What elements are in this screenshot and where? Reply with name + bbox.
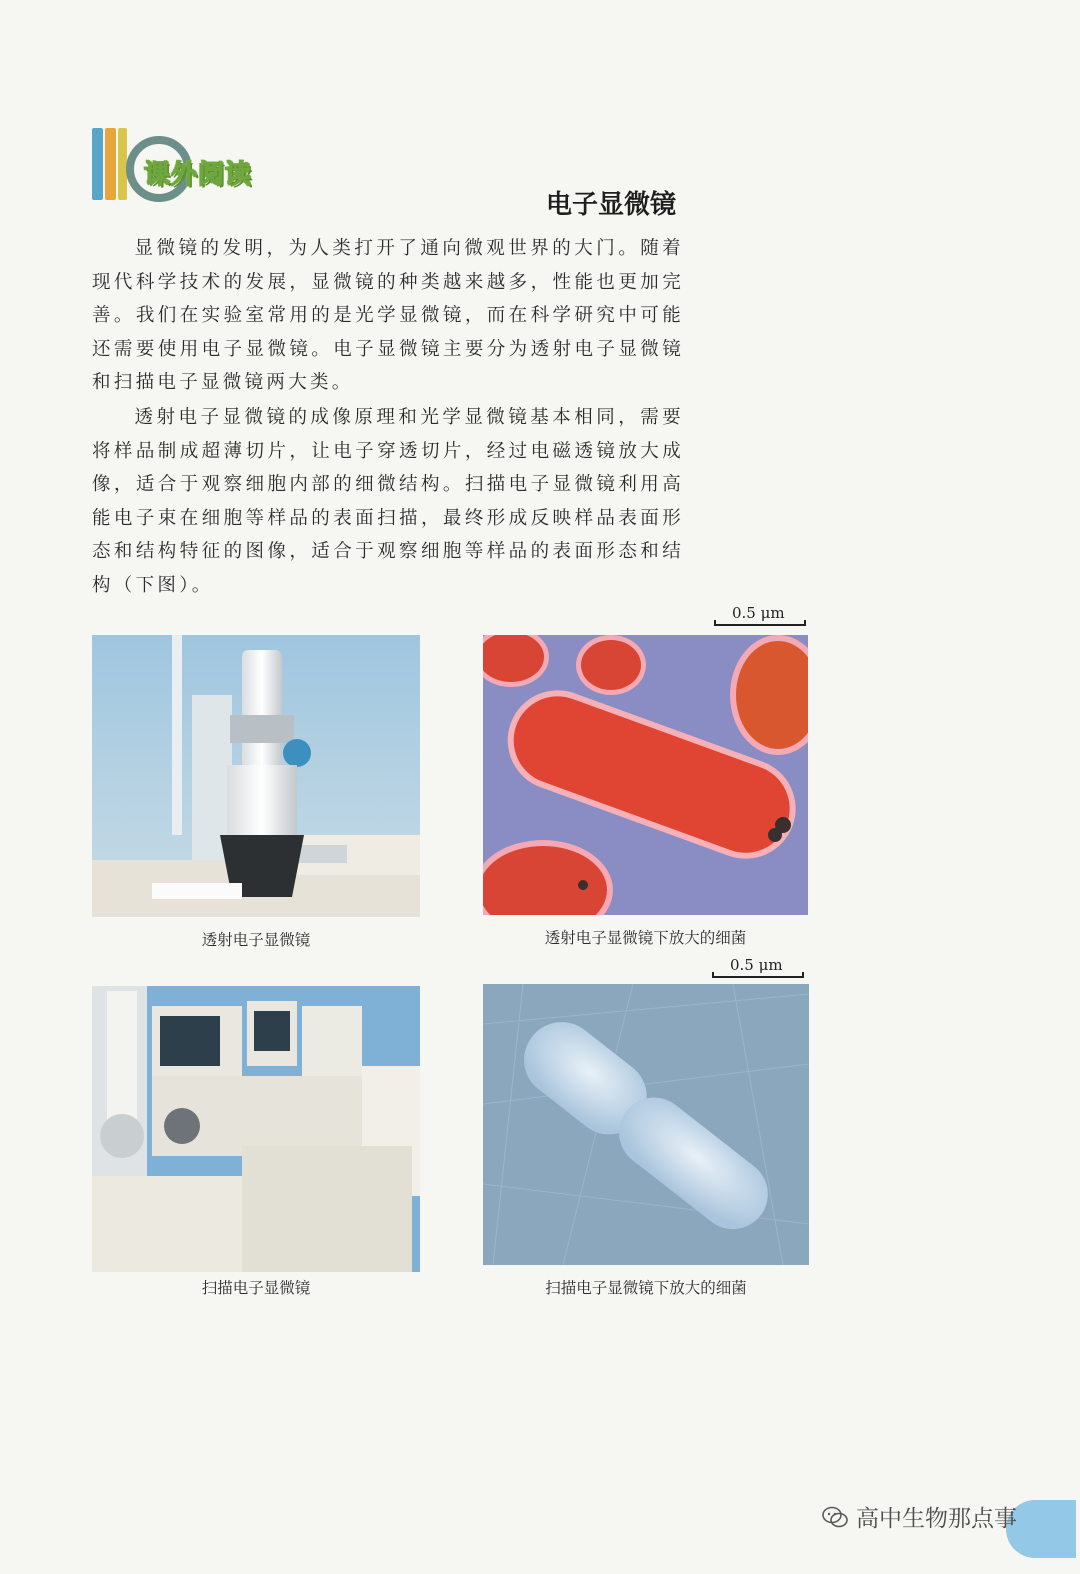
wechat-icon: [822, 1506, 848, 1528]
figure-caption: 扫描电子显微镜下放大的细菌: [545, 1279, 747, 1297]
figure-caption: 扫描电子显微镜: [201, 1279, 311, 1297]
section-badge: [92, 128, 302, 208]
sem-bacteria-micrograph: [483, 984, 809, 1265]
scale-bar-label: 0.5 μm: [732, 604, 785, 622]
scale-bar-label: 0.5 μm: [730, 956, 783, 974]
article-title: 电子显微镜: [545, 190, 676, 220]
scale-bar: [714, 604, 806, 628]
tem-bacteria-micrograph: [483, 635, 808, 915]
book-spine-icon: [92, 128, 103, 200]
body-paragraph: 显微镜的发明，为人类打开了通向微观世界的大门。随着现代科学技术的发展，显微镜的种类越来越多，性能也更加完善。我们在实验室常用的是光学显微镜，而在科学研究中可能还需要使用电子显微镜。电子显微镜主要分为透射电子显微镜和扫描电子显微镜两大类。: [92, 238, 684, 394]
scale-bar: [712, 956, 804, 980]
tem-instrument-photo: [92, 635, 420, 917]
body-paragraph: 透射电子显微镜的成像原理和光学显微镜基本相同，需要将样品制成超薄切片，让电子穿透切片，经过电磁透镜放大成像，适合于观察细胞内部的细微结构。扫描电子显微镜利用高能电子束在细胞等样品的表面扫描，最终形成反映样品表面形态和结构特征的图像，适合于观察细胞等样品的表面形态和结构（下图）。: [92, 407, 684, 596]
watermark: [822, 1500, 1017, 1533]
figure-caption: 透射电子显微镜: [201, 931, 311, 949]
watermark-text: 高中生物那点事: [856, 1506, 1017, 1532]
book-spine-icon: [105, 128, 116, 200]
figure-caption: 透射电子显微镜下放大的细菌: [544, 929, 747, 947]
sem-instrument-photo: [92, 986, 420, 1272]
section-badge-label: 课外阅读: [144, 160, 253, 190]
